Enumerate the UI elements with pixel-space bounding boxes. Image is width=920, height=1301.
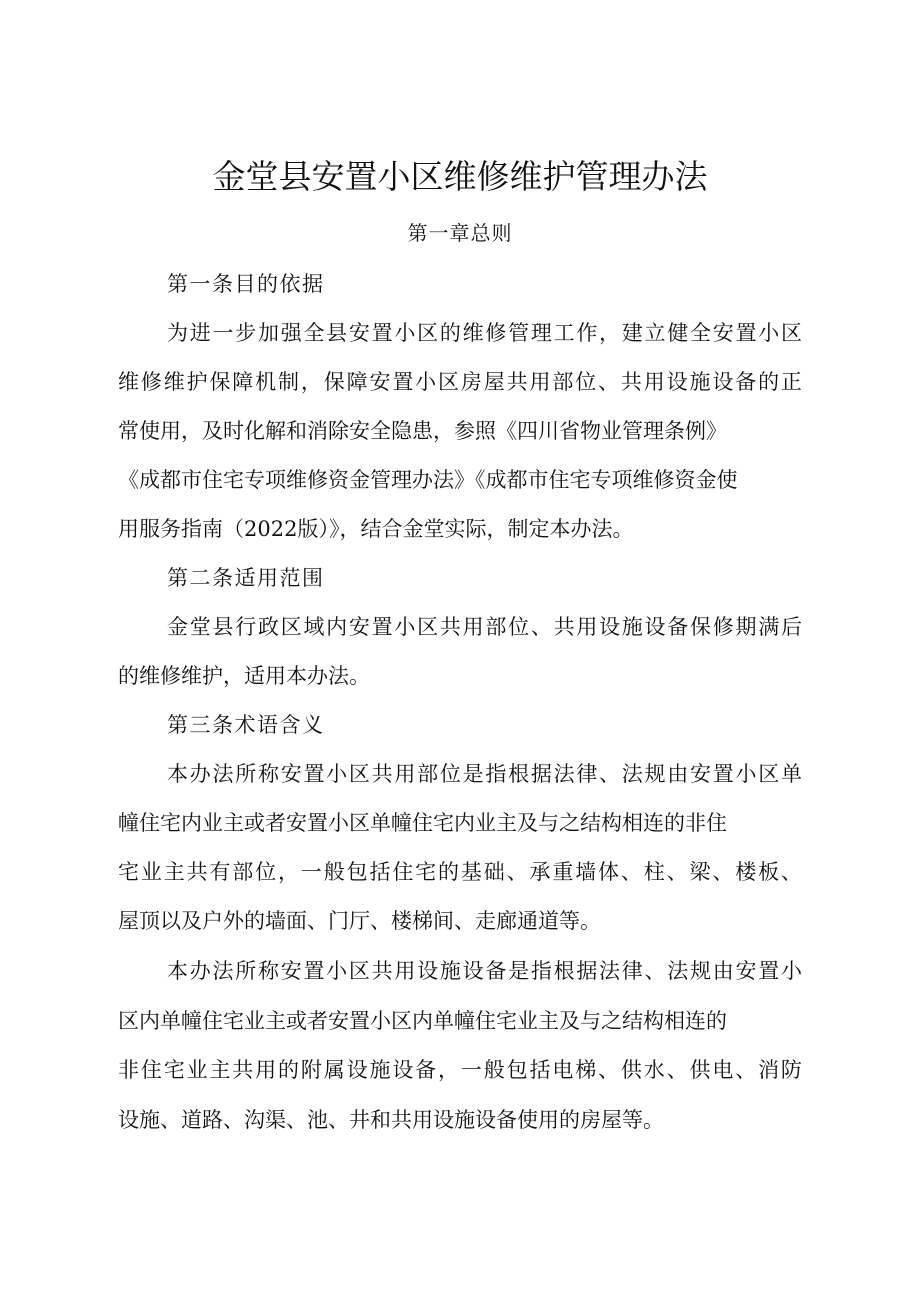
article-1-text-line-5: 用服务指南（2022版）》，结合金堂实际，制定本办法。 [118,517,634,541]
article-3-para-1-line-3: 宅业主共有部位，一般包括住宅的基础、承重墙体、柱、梁、楼板、 [118,860,804,884]
article-1-text-line-1: 为进一步加强全县安置小区的维修管理工作，建立健全安置小区 [167,321,804,345]
article-3-para-2-line-3: 非住宅业主共用的附属设施设备，一般包括电梯、供水、供电、消防 [118,1058,804,1082]
article-3-para-2-line-2: 区内单幢住宅业主或者安置小区内单幢住宅业主及与之结构相连的 [118,1009,727,1033]
article-1-text-line-2: 维修维护保障机制，保障安置小区房屋共用部位、共用设施设备的正 [118,370,804,394]
document-title: 金堂县安置小区维修维护管理办法 [212,157,708,196]
article-1-heading: 第一条目的依据 [167,272,325,296]
article-1-text-line-4: 《成都市住宅专项维修资金管理办法》《成都市住宅专项维修资金使 [118,468,738,492]
article-3-para-1-line-4: 屋顶以及户外的墙面、门厅、楼梯间、走廊通道等。 [118,909,601,933]
article-3-para-2-line-1: 本办法所称安置小区共用设施设备是指根据法律、法规由安置小 [167,959,804,983]
chapter-heading: 第一章总则 [407,221,513,245]
article-3-heading: 第三条术语含义 [167,713,325,737]
article-2-text-line-1: 金堂县行政区域内安置小区共用部位、共用设施设备保修期满后 [167,615,804,639]
article-3-para-2-line-4: 设施、道路、沟渠、池、井和共用设施设备使用的房屋等。 [118,1108,664,1132]
article-1-text-line-3: 常使用，及时化解和消除安全隐患，参照《四川省物业管理条例》 [118,419,727,443]
article-2-heading: 第二条适用范围 [167,566,325,590]
article-2-text-line-2: 的维修维护，适用本办法。 [118,664,370,688]
article-3-para-1-line-2: 幢住宅内业主或者安置小区单幢住宅内业主及与之结构相连的非住 [118,811,727,835]
article-3-para-1-line-1: 本办法所称安置小区共用部位是指根据法律、法规由安置小区单 [167,762,804,786]
